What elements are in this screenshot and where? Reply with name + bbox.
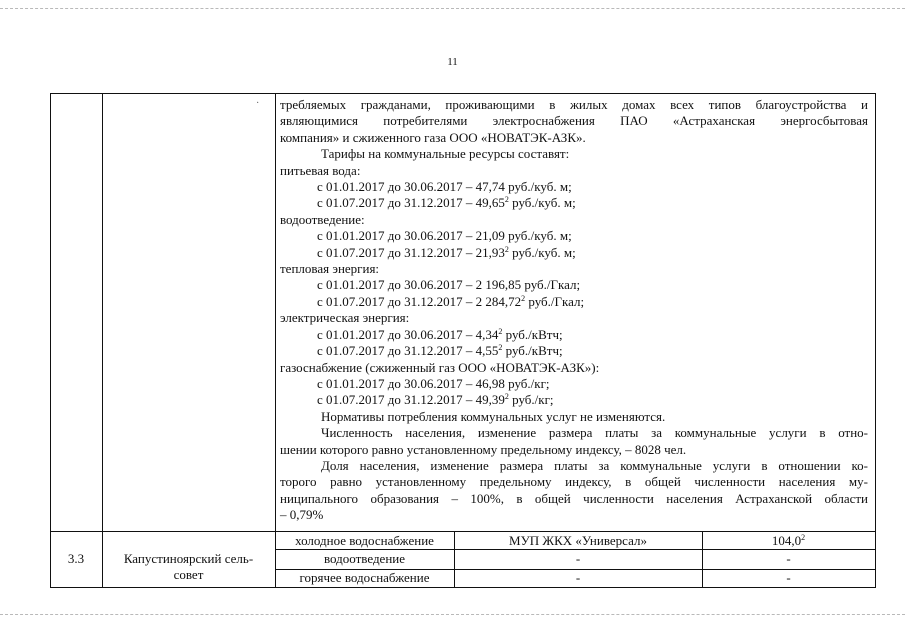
scan-speck: · [256, 98, 260, 109]
tariff-name: электрическая энергия: [280, 310, 410, 326]
tariff-row: с 01.01.2017 до 30.06.2017 – 47,74 руб./куб. м; [317, 179, 572, 195]
paragraph-line: торого равно установленному предельному индексу, в общей численности населения му- [280, 474, 868, 490]
tariff-row: с 01.07.2017 до 31.12.2017 – 4,55$^2$ руб./кВтч; [317, 343, 563, 359]
tariff-name: водоотведение: [280, 211, 365, 227]
row-3-2-description [280, 97, 868, 524]
row-number: 3.3 [67, 551, 85, 566]
column-border [275, 93, 276, 588]
tariff-row: с 01.01.2017 до 30.06.2017 – 4,34$^2$ руб./кВтч; [317, 326, 563, 342]
paragraph-line: – 0,79% [280, 507, 324, 523]
provider-name: МУП ЖКХ «Универсал» [509, 533, 647, 548]
tariff-row: с 01.07.2017 до 31.12.2017 – 49,39$^2$ руб./кг; [317, 392, 554, 408]
index-value: - [786, 551, 791, 566]
paragraph-line: шении которого равно установленному предельному индексу, – 8028 чел. [280, 441, 687, 457]
norms-text: Нормативы потребления коммунальных услуг не изменяются. [321, 408, 666, 424]
index-value: - [786, 570, 791, 585]
provider-name: - [575, 551, 581, 566]
scan-edge-bottom [0, 614, 905, 615]
table-top-border [50, 93, 876, 94]
paragraph-line: Доля населения, изменение размера платы за коммунальные услуги в отношении ко- [321, 457, 868, 473]
tariff-name: питьевая вода: [280, 162, 361, 178]
tariff-row: с 01.07.2017 до 31.12.2017 – 21,93$^2$ руб./куб. м; [317, 244, 576, 260]
column-border [102, 93, 103, 588]
tariff-name: газоснабжение (сжиженный газ ООО «НОВАТЭК-АЗК»): [280, 359, 600, 375]
table-bottom-border [50, 587, 876, 588]
paragraph-line: являющимися потребителями электроснабжения ПАО «Астраханская энергосбытовая [280, 113, 868, 129]
tariff-name: тепловая энергия: [280, 261, 380, 277]
index-value: 104,0$^2$ [771, 533, 806, 548]
row-divider [275, 549, 876, 550]
paragraph-line: требляемых гражданами, проживающими в жилых домах всех типов благоустройства и [280, 97, 868, 112]
municipality-name: Капустиноярский сель- совет [123, 551, 254, 582]
provider-name: - [575, 570, 581, 585]
column-border [50, 93, 51, 588]
page-number: 11 [447, 56, 458, 68]
tariff-row: с 01.07.2017 до 31.12.2017 – 49,65$^2$ руб./куб. м; [317, 195, 576, 211]
paragraph-line: Численность населения, изменение размера платы за коммунальные услуги в отно- [321, 425, 868, 441]
tariff-row: с 01.01.2017 до 30.06.2017 – 21,09 руб./куб. м; [317, 228, 572, 244]
service-name: водоотведение [323, 551, 406, 566]
tariff-row: с 01.01.2017 до 30.06.2017 – 2 196,85 руб./Гкал; [317, 277, 581, 293]
tariff-row: с 01.07.2017 до 31.12.2017 – 2 284,72$^2$ руб./Гкал; [317, 293, 585, 309]
service-name: горячее водоснабжение [299, 570, 430, 585]
row-divider [50, 531, 876, 532]
paragraph-line: ниципального образования – 100%, в общей численности населения Астраханской области [280, 490, 868, 506]
service-name: холодное водоснабжение [295, 533, 434, 548]
tariffs-heading: Тарифы на коммунальные ресурсы составят: [321, 146, 570, 162]
scan-edge-top [0, 8, 905, 9]
tariff-row: с 01.01.2017 до 30.06.2017 – 46,98 руб./кг; [317, 375, 550, 391]
paragraph-line: компания» и сжиженного газа ООО «НОВАТЭК-АЗК». [280, 129, 586, 145]
column-border [875, 93, 876, 588]
